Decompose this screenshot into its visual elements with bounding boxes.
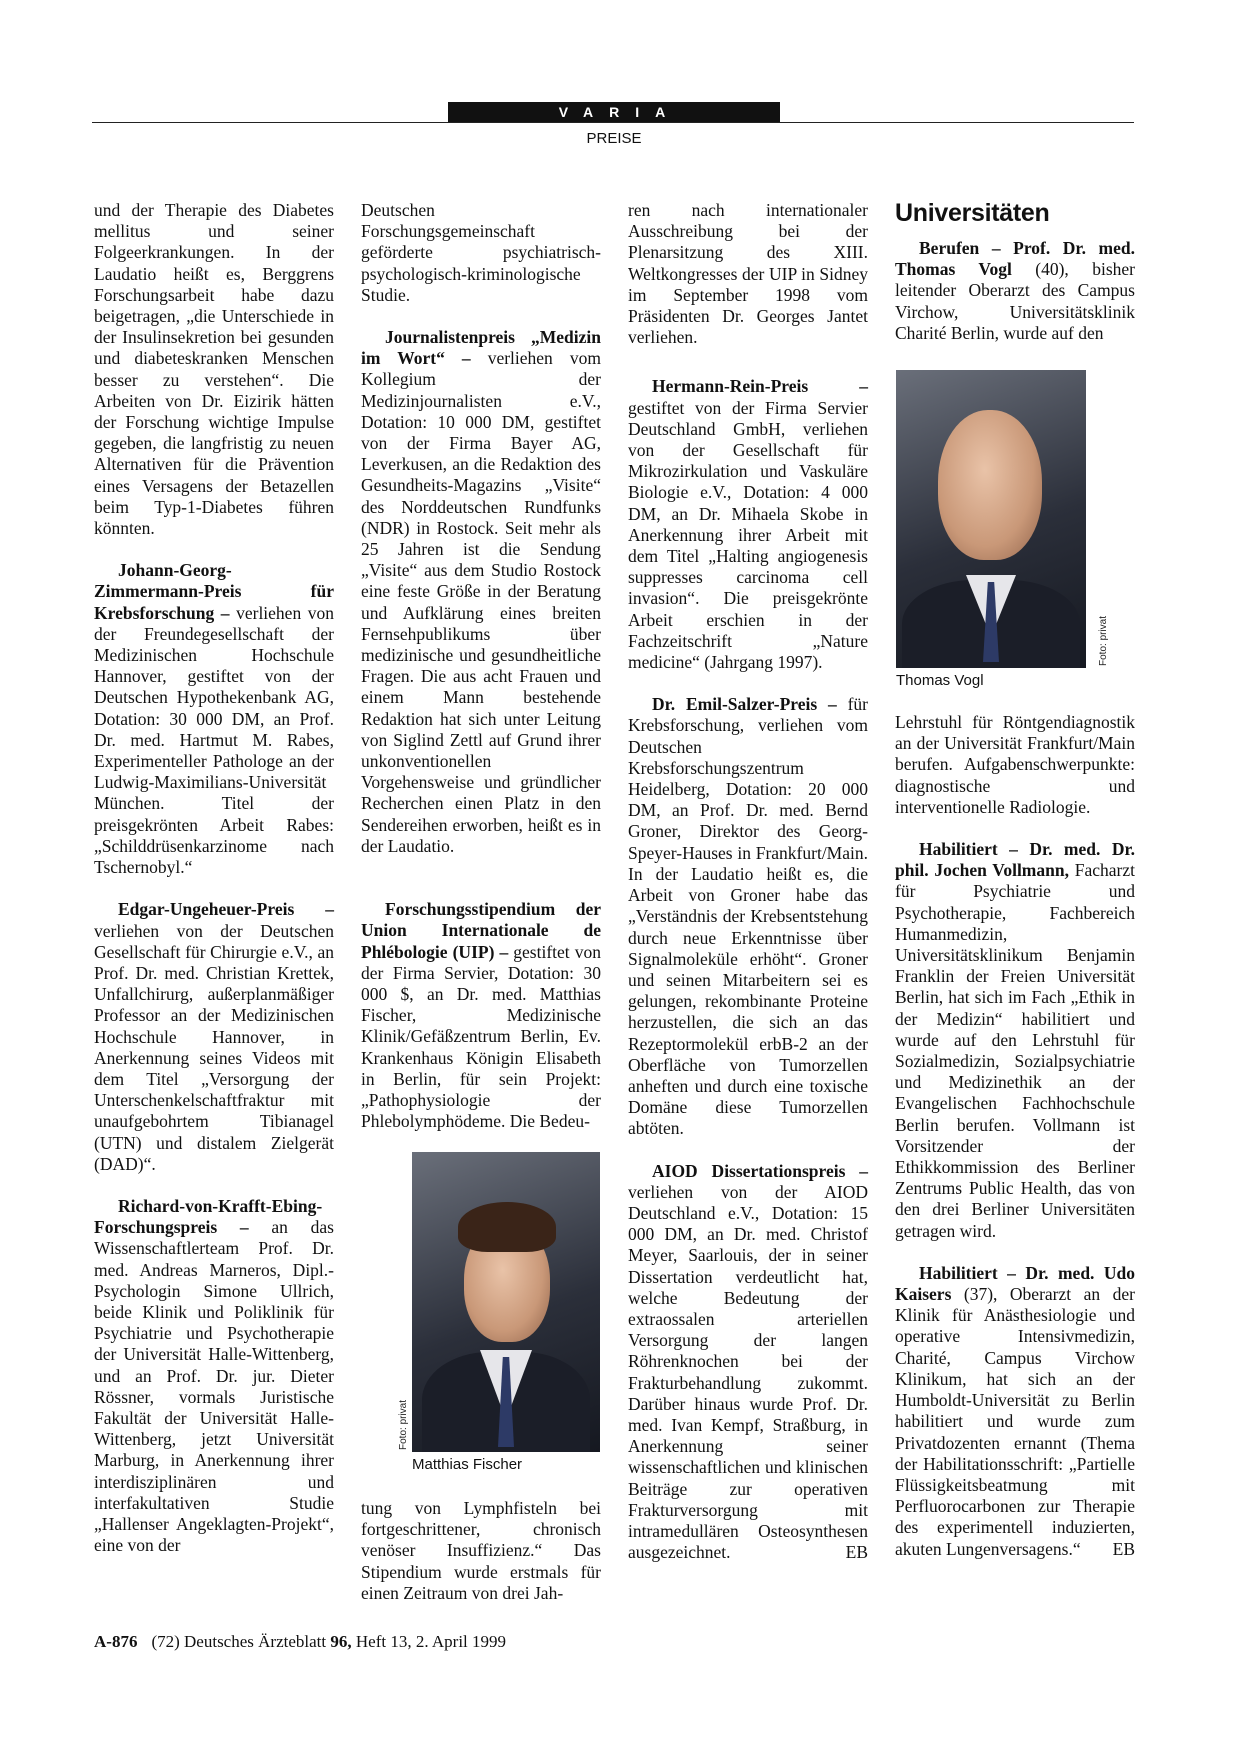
prize-text: gestiftet von der Firma Servier, Dotation: 30 000 $, an Dr. med. Matthias Fischer, Medizinische Klinik/Gefäßzentrum Berlin, Ev. Krankenhaus Königin Elisabeth in Berlin, für sein Projekt: „Pathophysiologie der Phlebolymphödeme. Die Bedeu- — [361, 941, 601, 1132]
journal-issue: Heft 13, 2. April 1999 — [351, 1632, 507, 1651]
photo-matthias-fischer — [412, 1152, 600, 1452]
prize-title: Forschungsstipendium der Union Internationale de Phlébologie (UIP) – — [361, 899, 601, 962]
column-3 — [628, 200, 868, 1563]
journal-prefix: (72) Deutsches Ärzteblatt — [151, 1632, 331, 1651]
journal-volume: 96, — [330, 1632, 352, 1651]
paragraph: Lehrstuhl für Röntgendiagnostik an der Universität Frankfurt/Main berufen. Aufgabenschwerpunkte: diagnostische und interventionelle Radiologie. — [895, 712, 1135, 817]
prize-title: Journalistenpreis „Medizin im Wort“ – — [361, 327, 601, 369]
prize-text: für Krebsforschung, verliehen vom Deutschen Krebsforschungszentrum Heidelberg, Dotation: 20 000 DM, an Prof. Dr. med. Bernd Groner, Direktor des Georg-Speyer-Hauses in Frankfurt/Main. In der Laudatio heißt es, die Arbeit von Groner habe das „Verständnis der Krebsentstehung durch neue Erkenntnisse über Signalmoleküle erhöht“. Groner und seinen Mitarbeitern sei es gelungen, rekombinante Proteine herzustellen, die sich an das Rezeptormolekül erbB-2 an der Oberfläche von Tumorzellen anheften und durch eine toxische Domäne diese Tumorzellen abtöten. — [628, 694, 869, 1139]
person-text: (40), bisher leitender Oberarzt des Campus Virchow, Universitätsklinik Charité Berlin, wurde auf den — [895, 259, 1135, 343]
prize-text: verliehen von der Freundegesellschaft der Medizinischen Hochschule Hannover, gestiftet von der Deutschen Hypothekenbank AG, Dotation: 30 000 DM, an Prof. Dr. med. Hartmut M. Rabes, Experimenteller Pathologe an der Ludwig-Maximilians-Universität München. Titel der preisgekrönten Arbeit Rabes: „Schilddrüsenkarzinome nach Tschernobyl.“ — [94, 602, 334, 878]
subsection-label: PREISE — [586, 130, 642, 147]
paragraph — [94, 1196, 334, 1556]
photo-credit: Foto: privat — [398, 1399, 409, 1450]
header-rule — [92, 122, 1134, 123]
photo-thomas-vogl — [896, 370, 1086, 668]
person-text: (37), Oberarzt an der Klinik für Anästhesiologie und operative Intensivmedizin, Charité, Campus Virchow Klinikum, hat sich an der Humboldt-Universität zu Berlin habilitiert und wurde zum Privatdozenten ernannt (Thema der Habilitationsschrift: „Partielle Flüssigkeitsbeatmung mit Perfluorocarbonen zur Therapie des experimentell induzierten, akuten Lungenversagens.“ — [895, 1284, 1135, 1559]
photo-credit: Foto: privat — [1098, 615, 1109, 666]
paragraph — [94, 899, 334, 1175]
paragraph — [628, 694, 868, 1139]
paragraph — [628, 376, 868, 673]
prize-title: Edgar-Ungeheuer-Preis – — [118, 899, 334, 920]
page-number: A-876 — [94, 1632, 138, 1651]
column-4-continued — [895, 712, 1135, 1560]
paragraph — [628, 1161, 868, 1564]
prize-text: verliehen von der Deutschen Gesellschaft für Chirurgie e.V., an Prof. Dr. med. Christian Krettek, Unfallchirurg, außerplanmäßiger Professor an der Medizinischen Hochschule Hannover, in Anerkennung seines Videos mit dem Titel „Versorgung der Unterschenkelschaftfraktur mit unaufgebohrtem Tibianagel (UTN) und distalem Zielgerät (DAD)“. — [94, 920, 334, 1174]
paragraph: tung von Lymphfisteln bei fortgeschrittener, chronisch venöser Insuffizienz.“ Das Stipendium wurde erstmals für einen Zeitraum von drei Jah- — [361, 1498, 601, 1603]
column-2 — [361, 200, 601, 1132]
prize-title: Dr. Emil-Salzer-Preis – — [652, 694, 837, 715]
prize-title: Johann-Georg-Zimmermann-Preis für Krebsforschung – — [94, 560, 334, 623]
prize-text: verliehen vom Kollegium der Medizinjournalisten e.V., Dotation: 10 000 DM, gestiftet von der Firma Bayer AG, Leverkusen, an die Redaktion des Gesundheits-Magazins „Visite“ des Norddeutschen Rundfunks (NDR) in Rostock. Seit mehr als 25 Jahren ist die Sendung „Visite“ aus dem Studio Rostock eine feste Größe in der Beratung und Aufklärung eines breiten Fernsehpublikums über medizinische und gesundheitliche Fragen. Die aus acht Frauen und einem Mann bestehende Redaktion hat sich unter Leitung von Siglind Zettl auf Grund ihrer unkonventionellen Vorgehensweise und gründlicher Recherchen einen Platz in den Sendereihen erworben, heißt es in der Laudatio. — [361, 348, 601, 856]
prize-text: an das Wissenschaftlerteam Prof. Dr. med. Andreas Marneros, Dipl.-Psychologin Simone Ullrich, beide Klinik und Poliklinik für Psychiatrie und Psychotherapie der Universität Halle-Wittenberg, und an Prof. Dr. jur. Dieter Rössner, vormals Juristische Fakultät der Universität Halle-Wittenberg, jetzt Universität Marburg, in Anerkennung ihrer interdisziplinären und interfakultativen Studie „Hallenser Angeklagten-Projekt“, eine von der — [94, 1217, 334, 1556]
prize-title: Hermann-Rein-Preis – — [652, 376, 868, 397]
paragraph: und der Therapie des Diabetes mellitus und seiner Folgeerkrankungen. In der Laudatio heißt es, Berggrens Forschungsarbeit habe dazu beigetragen, „die Unterschiede in der Insulinsekretion bei gesunden und diabeteskranken Menschen besser zu verstehen“. Die Arbeiten von Dr. Eizirik hätten der Forschung wichtige Impulse gegeben, die langfristig zu neuen Alternativen für die Prävention eines Versagens der Betazellen beim Typ-1-Diabetes führen könnten. — [94, 200, 334, 539]
prize-title: AIOD Dissertationspreis – — [652, 1160, 868, 1181]
section-heading: Universitäten — [895, 199, 1050, 227]
paragraph — [361, 327, 601, 857]
paragraph — [895, 238, 1135, 344]
signature: EB — [845, 1542, 868, 1563]
signature: EB — [1112, 1538, 1135, 1559]
page-footer — [94, 1632, 506, 1652]
paragraph — [895, 1263, 1135, 1560]
paragraph — [361, 899, 601, 1132]
column-4 — [895, 198, 1135, 344]
section-label: VARIA — [448, 102, 780, 122]
paragraph: Deutschen Forschungsgemeinschaft geförderte psychiatrisch-psychologisch-kriminologische Studie. — [361, 200, 601, 305]
photo-caption: Matthias Fischer — [412, 1456, 523, 1473]
column-1 — [94, 200, 334, 1556]
paragraph: ren nach internationaler Ausschreibung bei der Plenarsitzung des XIII. Weltkongresses der UIP in Sidney im September 1998 vom Präsidenten Dr. Georges Jantet verliehen. — [628, 200, 868, 348]
paragraph — [895, 839, 1135, 1242]
prize-title: Richard-von-Krafft-Ebing-Forschungspreis – — [94, 1195, 323, 1238]
paragraph — [94, 560, 334, 878]
prize-text: gestiftet von der Firma Servier Deutschland GmbH, verliehen von der Gesellschaft für Mikrozirkulation und Vaskuläre Biologie e.V., Dotation: 4 000 DM, an Dr. Mihaela Skobe in Anerkennung ihrer Arbeit mit dem Titel „Halting angiogenesis suppresses carcinoma cell invasion“. Die preisgekrönte Arbeit erschien in der Fachzeitschrift „Nature medicine“ (Jahrgang 1997). — [628, 397, 868, 673]
person-text: Facharzt für Psychiatrie und Psychotherapie, Fachbereich Humanmedizin, Universitätsklinikum Benjamin Franklin der Freien Universität Berlin, hat sich im Fach „Ethik in der Medizin“ habilitiert und wurde auf den Lehrstuhl für Sozialmedizin, Sozialpsychiatrie und Medizinethik an der Evangelischen Fachhochschule Berlin berufen. Vollmann ist Vorsitzender der Ethikkommission des Berliner Zentrums Public Health, das von den drei Berliner Universitäten getragen wird. — [895, 860, 1136, 1241]
person-title: Berufen – Prof. Dr. med. Thomas Vogl — [895, 238, 1135, 280]
photo-caption: Thomas Vogl — [896, 672, 984, 689]
column-2-continued — [361, 1498, 601, 1604]
prize-text: verliehen von der AIOD Deutschland e.V., Dotation: 15 000 DM, an Dr. med. Christof Meyer, Saarlouis, der in seiner Dissertation verdeutlicht hat, welche Bedeutung der extraossalen arteriellen Versorgung der langen Röhrenknochen bei der Frakturbehandlung zukommt. Darüber hinaus wurde Prof. Dr. med. Ivan Kempf, Straßburg, in Anerkennung seiner wissenschaftlichen und klinischen Beiträge zur operativen Frakturversorgung mit intramedullären Osteosynthesen ausgezeichnet. — [628, 1181, 868, 1563]
person-title: Habilitiert – Dr. med. Dr. phil. Jochen Vollmann, — [895, 839, 1135, 881]
person-title: Habilitiert – Dr. med. Udo Kaisers — [895, 1262, 1135, 1305]
